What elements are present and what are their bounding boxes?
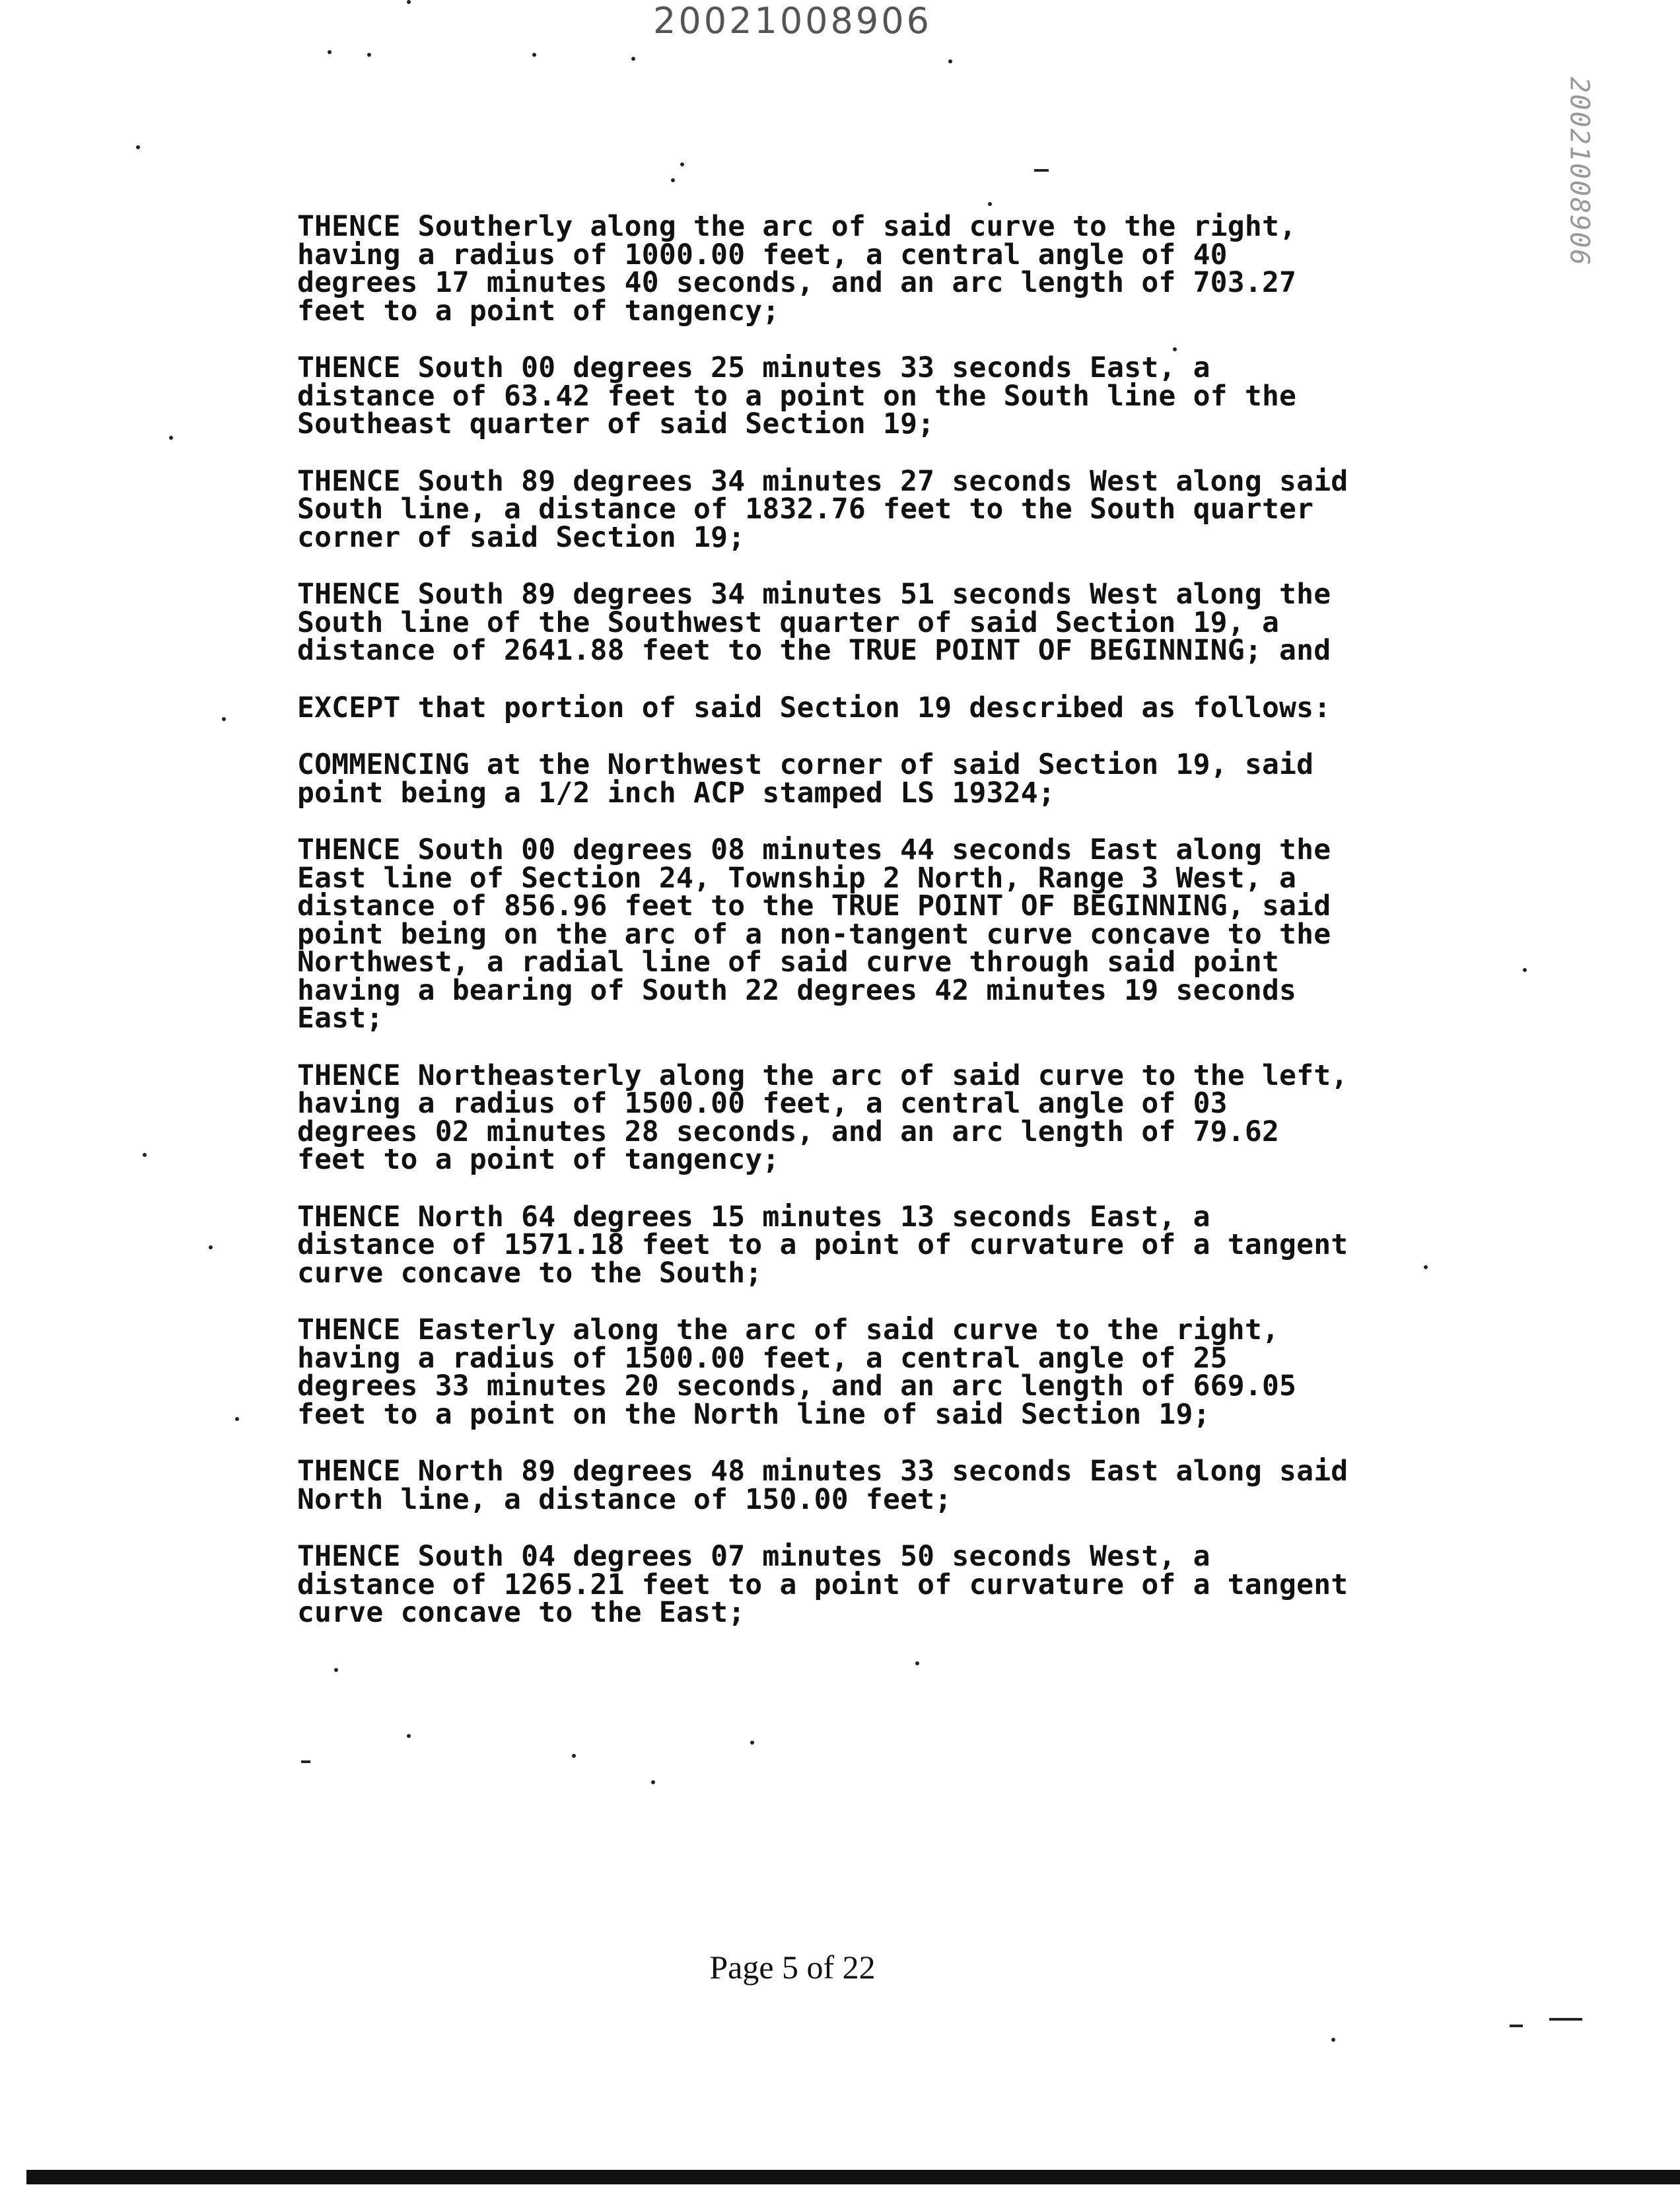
scan-speck bbox=[572, 1754, 576, 1758]
scan-speck bbox=[631, 57, 635, 61]
scan-speck bbox=[532, 53, 536, 57]
scan-speck bbox=[1523, 968, 1527, 972]
scan-speck bbox=[1173, 347, 1177, 351]
paragraph: THENCE North 64 degrees 15 minutes 13 seconds East, a distance of 1571.18 feet to a point of curvature of a tangent curve concave to the South; bbox=[297, 1200, 1348, 1290]
scan-speck bbox=[671, 178, 675, 182]
scan-speck bbox=[407, 1734, 411, 1738]
scan-speck bbox=[169, 436, 173, 440]
scan-speck bbox=[1331, 2038, 1335, 2042]
paragraph: THENCE Northeasterly along the arc of said curve to the left, having a radius of 1500.00 feet, a central angle of 03 degrees 02 minutes 28 seconds, and an arc length of 79.62 feet to a point of tangency; bbox=[297, 1059, 1348, 1176]
side-stamp bbox=[1564, 77, 1594, 267]
scan-speck bbox=[367, 53, 371, 57]
scan-speck bbox=[915, 1661, 919, 1665]
paragraph: COMMENCING at the Northwest corner of said Section 19, said point being a 1/2 inch ACP stamped LS 19324; bbox=[297, 748, 1314, 810]
scan-speck bbox=[988, 202, 992, 206]
paragraph: THENCE Easterly along the arc of said curve to the right, having a radius of 1500.00 feet, a central angle of 25 degrees 33 minutes 20 seconds, and an arc length of 669.05 feet to a point on the North line of said Section 19; bbox=[297, 1313, 1297, 1431]
scan-speck bbox=[209, 1245, 213, 1249]
scan-edge-bar bbox=[26, 2170, 1680, 2184]
scan-speck bbox=[143, 1153, 147, 1157]
scan-speck bbox=[328, 50, 332, 54]
paragraph: THENCE South 89 degrees 34 minutes 51 seconds West along the South line of the Southwest quarter of said Section 19, a distance of 2641.88 feet to the TRUE POINT OF BEGINNING; and bbox=[297, 578, 1331, 667]
scan-dash bbox=[1034, 169, 1049, 172]
scan-speck bbox=[680, 162, 684, 166]
page-number: Page 5 of 22 bbox=[709, 1949, 876, 1986]
paragraph: THENCE Southerly along the arc of said curve to the right, having a radius of 1000.00 feet, a central angle of 40 degrees 17 minutes 40 seconds, and an arc length of 703.27 feet to a point of tangency; bbox=[297, 210, 1297, 328]
side-stamp-text: 20021008906 bbox=[1564, 77, 1594, 267]
scan-dash bbox=[1549, 2018, 1582, 2021]
scan-speck bbox=[750, 1741, 754, 1745]
scan-speck bbox=[136, 145, 140, 149]
paragraph: EXCEPT that portion of said Section 19 described as follows: bbox=[297, 691, 1331, 724]
scan-speck bbox=[235, 1417, 239, 1421]
legal-description bbox=[297, 210, 1473, 1656]
paragraph: THENCE North 89 degrees 48 minutes 33 seconds East along said North line, a distance of 150.00 feet; bbox=[297, 1455, 1348, 1516]
scan-dash bbox=[301, 1760, 310, 1763]
scan-speck bbox=[407, 0, 411, 4]
scan-dash bbox=[1510, 2025, 1523, 2027]
scan-speck bbox=[948, 59, 952, 63]
paragraph: THENCE South 00 degrees 25 minutes 33 seconds East, a distance of 63.42 feet to a point on the South line of the Southeast quarter of said Section 19; bbox=[297, 351, 1297, 440]
paragraph: THENCE South 89 degrees 34 minutes 27 seconds West along said South line, a distance of 1832.76 feet to the South quarter corner of said Section 19; bbox=[297, 464, 1348, 554]
scan-speck bbox=[334, 1668, 338, 1672]
scan-speck bbox=[651, 1780, 655, 1784]
scan-speck bbox=[222, 717, 226, 721]
paragraph: THENCE South 00 degrees 08 minutes 44 seconds East along the East line of Section 24, Township 2 North, Range 3 West, a distance of 856.96 feet to the TRUE POINT OF BEGINNING, said point being on the arc of a non-tangent curve concave to the Northwest, a radial line of said curve through said point having a bearing of South 22 degrees 42 minutes 19 seconds East; bbox=[297, 833, 1331, 1035]
document-number: 20021008906 bbox=[653, 0, 932, 42]
paragraph: THENCE South 04 degrees 07 minutes 50 seconds West, a distance of 1265.21 feet to a point of curvature of a tangent curve concave to the East; bbox=[297, 1540, 1348, 1629]
scan-speck bbox=[1424, 1265, 1428, 1269]
